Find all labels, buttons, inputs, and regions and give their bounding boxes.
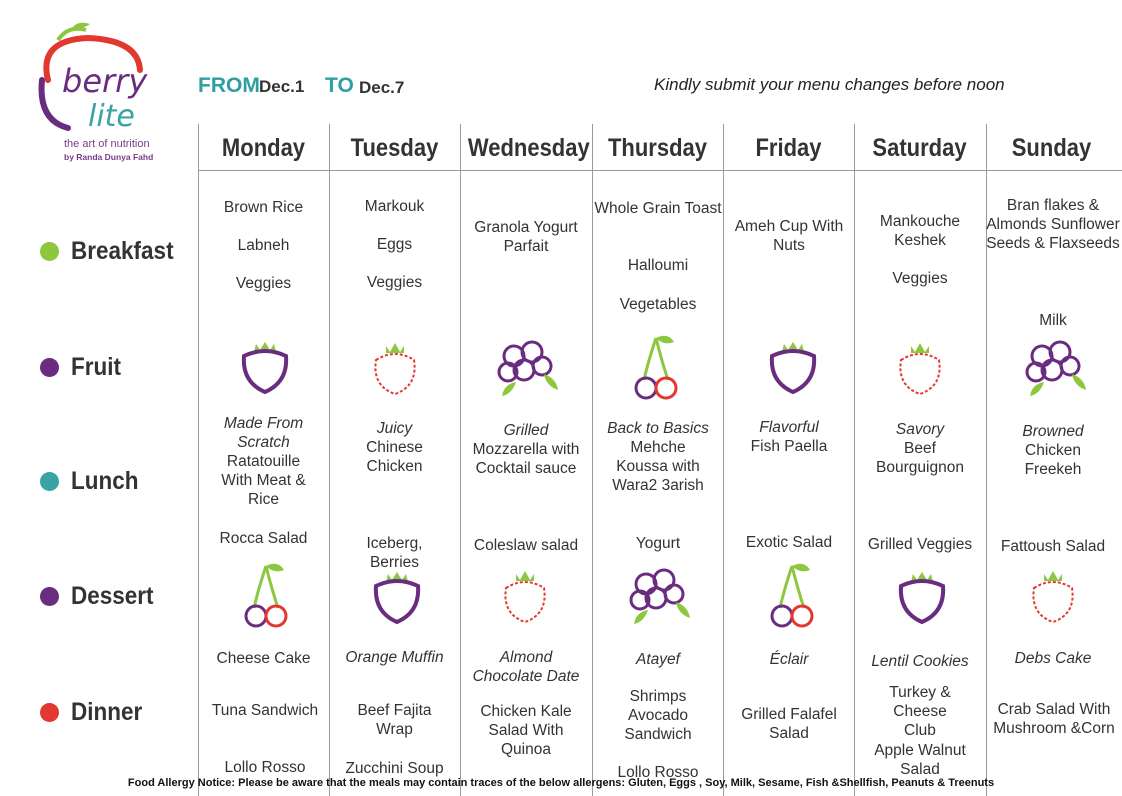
raspberry-icon xyxy=(498,566,552,626)
lunch-tagline: Juicy xyxy=(376,420,413,437)
lunch-side: Fattoush Salad xyxy=(1000,538,1106,555)
meal-label-text: Dessert xyxy=(71,581,154,610)
breakfast-item: Eggs xyxy=(376,236,413,253)
breakfast-item: Veggies xyxy=(366,274,423,291)
lunch-main: Mehche Koussa with Wara2 3arish xyxy=(612,439,704,494)
breakfast-item: Labneh xyxy=(237,237,290,254)
dessert-item: Atayef xyxy=(636,651,680,668)
dinner-main: Beef Fajita Wrap xyxy=(357,702,432,738)
day-header-saturday: Saturday xyxy=(872,134,967,162)
submit-notice: Kindly submit your menu changes before noon xyxy=(654,75,1005,94)
blueberries-icon xyxy=(1022,334,1088,400)
lunch-tagline: Savory xyxy=(895,421,945,438)
dessert-item: Almond Chocolate Date xyxy=(472,649,580,685)
meal-label-text: Fruit xyxy=(71,352,121,381)
lunch-main: Fish Paella xyxy=(750,438,828,455)
cherries-icon xyxy=(238,560,298,630)
lunch-main: Mozzarella with Cocktail sauce xyxy=(472,441,580,477)
meal-label-dinner xyxy=(40,698,150,726)
breakfast-item: Milk xyxy=(1039,312,1067,329)
cherries-icon xyxy=(764,560,824,630)
lunch-tagline: Grilled xyxy=(503,422,549,439)
dessert-dot-icon xyxy=(40,587,59,606)
lunch-tagline: Browned xyxy=(1022,423,1084,440)
lunch-cell xyxy=(723,418,855,456)
strawberry-icon xyxy=(368,566,426,628)
lunch-side: Exotic Salad xyxy=(745,534,833,551)
breakfast-item: Brown Rice xyxy=(223,199,304,216)
to-label: TO xyxy=(325,74,354,97)
fruit-dot-icon xyxy=(40,358,59,377)
lunch-side: Iceberg, Berries xyxy=(366,535,423,571)
lunch-dot-icon xyxy=(40,472,59,491)
breakfast-item: Halloumi xyxy=(627,257,689,274)
raspberry-icon xyxy=(368,338,422,398)
breakfast-item: Veggies xyxy=(235,275,292,292)
cherries-icon xyxy=(628,332,688,402)
raspberry-icon xyxy=(1026,566,1080,626)
dinner-main: Crab Salad With Mushroom &Corn xyxy=(993,701,1115,737)
dinner-main: Shrimps Avocado Sandwich xyxy=(624,688,692,743)
lunch-cell xyxy=(854,420,986,477)
breakfast-item: Ameh Cup With Nuts xyxy=(734,218,844,254)
dinner-side: Zucchini Soup xyxy=(345,760,444,777)
from-label: FROM xyxy=(198,74,260,97)
lunch-cell xyxy=(986,422,1120,479)
lunch-tagline: Back to Basics xyxy=(607,420,709,437)
lunch-main: Beef Bourguignon xyxy=(876,440,964,476)
meal-label-lunch xyxy=(40,467,146,495)
dinner-main: Tuna Sandwich xyxy=(211,702,319,719)
dinner-main: Chicken Kale Salad With Quinoa xyxy=(480,703,572,758)
breakfast-dot-icon xyxy=(40,242,59,261)
logo-byline: by Randa Dunya Fahd xyxy=(64,152,154,162)
dinner-dot-icon xyxy=(40,703,59,722)
from-date: Dec.1 xyxy=(259,77,305,96)
day-header-monday: Monday xyxy=(221,134,306,162)
breakfast-item: Whole Grain Toast xyxy=(594,200,722,217)
breakfast-item: Bran flakes & Almonds Sunflower Seeds & Flaxseeds xyxy=(986,197,1120,252)
day-header-sunday: Sunday xyxy=(1011,134,1092,162)
lunch-side: Rocca Salad xyxy=(219,530,308,547)
strawberry-icon xyxy=(764,336,822,398)
allergy-notice: Food Allergy Notice: Please be aware that the meals may contain traces of the below allergens: Gluten, Eggs , Soy, Milk, Sesame, Fish &Shellfish, Peanuts & Treenuts xyxy=(127,777,995,789)
lunch-cell xyxy=(592,419,724,495)
lunch-cell xyxy=(329,419,460,476)
breakfast-item: Mankouche Keshek xyxy=(879,213,961,249)
lunch-main: Chicken Freekeh xyxy=(1024,442,1082,478)
lunch-main: Chinese Chicken xyxy=(366,439,423,475)
lunch-tagline: Made From Scratch xyxy=(223,415,304,451)
lunch-tagline: Flavorful xyxy=(759,419,819,436)
dinner-side: Apple Walnut Salad xyxy=(874,742,966,778)
breakfast-item: Veggies xyxy=(892,270,948,287)
meal-label-dessert xyxy=(40,582,163,610)
meal-label-text: Dinner xyxy=(71,697,143,726)
breakfast-item: Vegetables xyxy=(619,296,697,313)
breakfast-item: Granola Yogurt Parfait xyxy=(474,219,578,255)
day-header-thursday: Thursday xyxy=(607,134,708,162)
dessert-item: Lentil Cookies xyxy=(871,653,969,670)
lunch-side: Yogurt xyxy=(635,535,681,552)
blueberries-icon xyxy=(494,334,560,400)
dinner-main: Turkey & Cheese Club xyxy=(889,684,951,739)
dinner-side: Lollo Rosso xyxy=(617,764,699,781)
svg-text:berry: berry xyxy=(62,62,148,100)
lunch-main: Ratatouille With Meat & Rice xyxy=(221,453,306,508)
meal-label-text: Breakfast xyxy=(71,236,174,265)
lunch-cell xyxy=(460,421,592,478)
header-divider xyxy=(198,170,1122,171)
day-header-wednesday: Wednesday xyxy=(467,134,590,162)
breakfast-item: Markouk xyxy=(364,198,425,215)
dessert-item: Cheese Cake xyxy=(216,650,311,667)
day-header-friday: Friday xyxy=(755,134,822,162)
to-date: Dec.7 xyxy=(359,78,405,97)
meal-label-text: Lunch xyxy=(71,466,139,495)
dinner-side: Lollo Rosso xyxy=(224,759,306,776)
strawberry-icon xyxy=(893,566,951,628)
blueberries-icon xyxy=(626,562,692,628)
lunch-side: Grilled Veggies xyxy=(867,536,973,553)
dinner-main: Grilled Falafel Salad xyxy=(741,706,837,742)
lunch-cell xyxy=(198,414,329,509)
strawberry-icon xyxy=(236,336,294,398)
dessert-item: Orange Muffin xyxy=(345,649,444,666)
lunch-side: Coleslaw salad xyxy=(473,537,579,554)
dessert-item: Éclair xyxy=(769,651,809,668)
logo-tagline: the art of nutrition xyxy=(64,138,150,150)
meal-label-fruit xyxy=(40,353,127,381)
dessert-item: Debs Cake xyxy=(1014,650,1092,667)
svg-text:lite: lite xyxy=(88,99,135,134)
day-header-tuesday: Tuesday xyxy=(350,134,439,162)
raspberry-icon xyxy=(893,338,947,398)
meal-label-breakfast xyxy=(40,237,185,265)
